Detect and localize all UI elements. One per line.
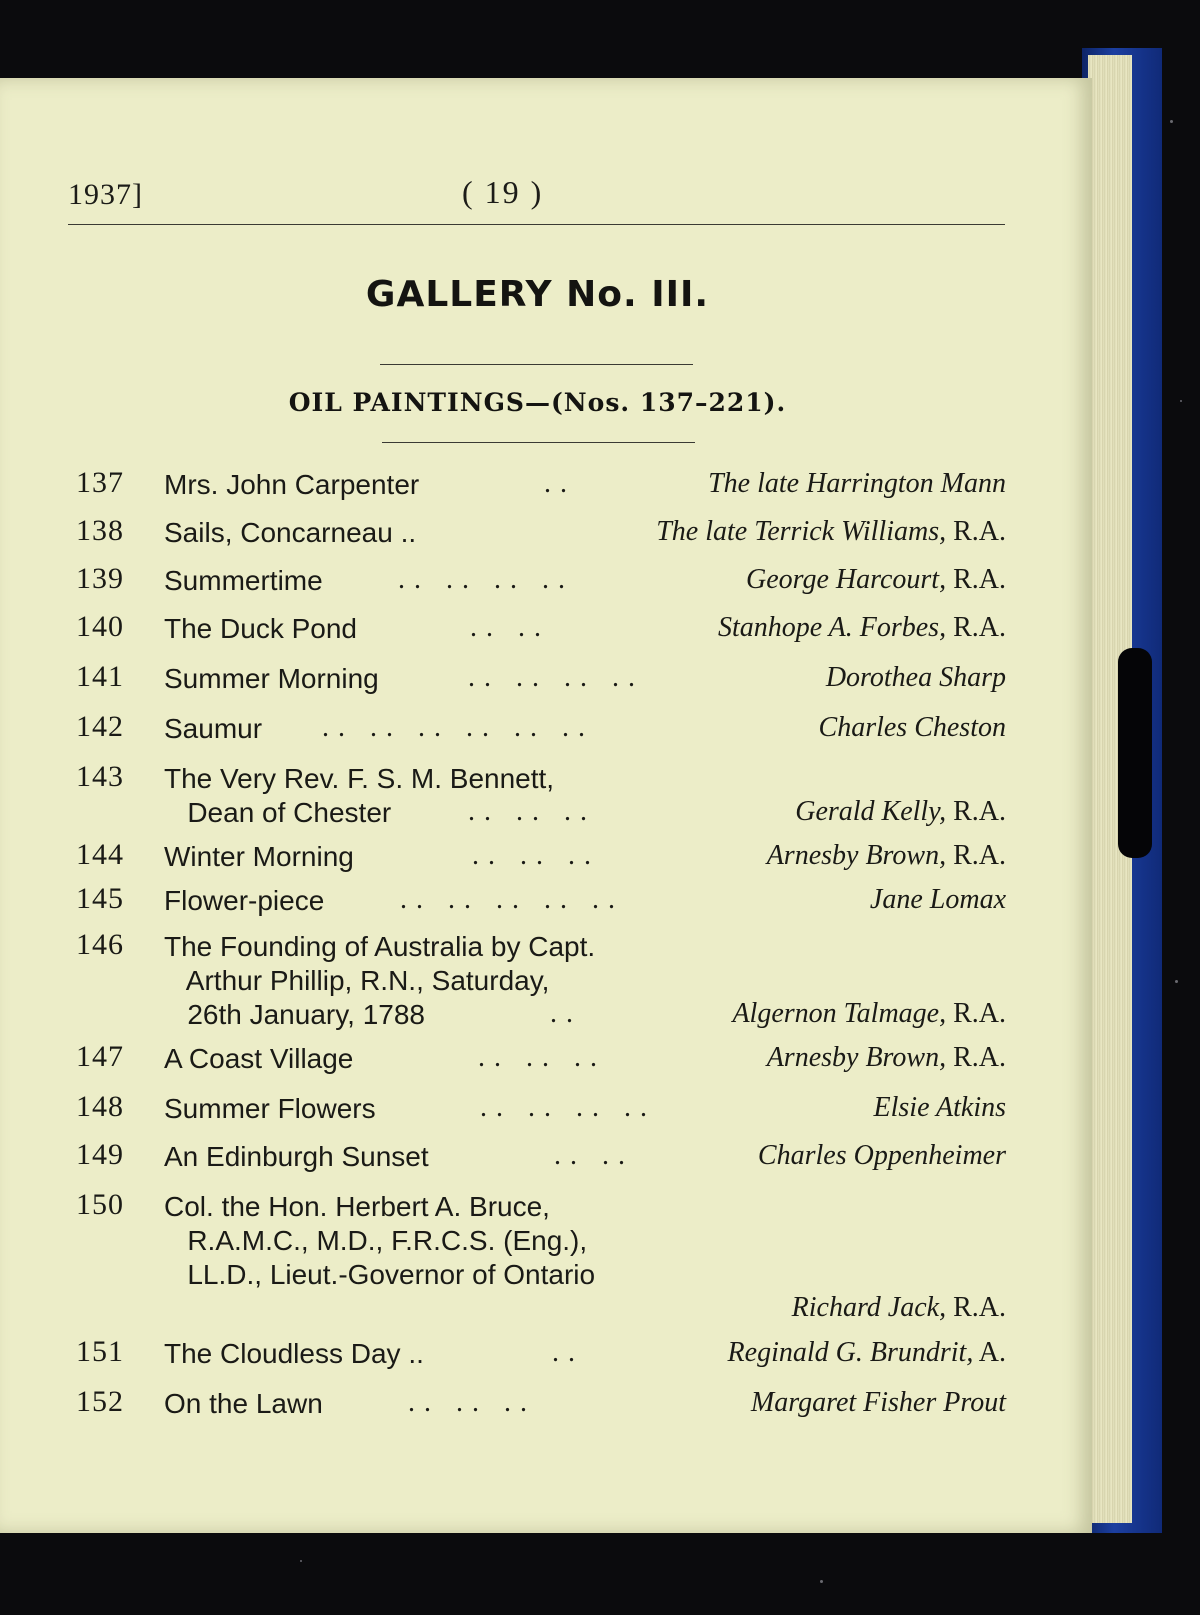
artist-name: Jane Lomax (869, 884, 1006, 915)
entry-number: 140 (76, 610, 124, 643)
leader-dots: .. (544, 468, 576, 499)
entry-number: 139 (76, 562, 124, 595)
entry-title-line: R.A.M.C., M.D., F.R.C.S. (Eng.), (164, 1225, 588, 1256)
entry-number: 141 (76, 660, 124, 693)
entry-title-line: Saumur (164, 713, 263, 744)
entry-title (164, 662, 379, 696)
page-number: ( 19 ) (462, 174, 544, 210)
entry-artist (656, 516, 1006, 548)
leader-dots: .. .. .. .. (468, 662, 644, 693)
entry-artist (728, 1337, 1006, 1369)
artist-honours: R.A. (946, 796, 1006, 827)
entry-title (164, 1092, 376, 1126)
artist-name: Charles Cheston (818, 712, 1006, 743)
artist-name: Charles Oppenheimer (757, 1140, 1006, 1171)
entry-artist (746, 564, 1006, 596)
background-speck (820, 1580, 823, 1583)
artist-name: Richard Jack, (791, 1292, 947, 1323)
entry-title-line: Col. the Hon. Herbert A. Bruce, (164, 1191, 550, 1222)
entry-title-line: A Coast Village (164, 1043, 354, 1074)
running-head-year: 1937] (68, 178, 143, 211)
entry-artist (767, 1042, 1006, 1074)
artist-name: Algernon Talmage, (732, 998, 947, 1029)
background-speck (300, 1560, 302, 1562)
background-speck (1170, 120, 1173, 123)
book-clasp (1118, 648, 1152, 858)
artist-name: George Harcourt, (745, 564, 947, 595)
leader-dots: .. .. .. .. .. .. (322, 712, 594, 743)
entry-artist (708, 468, 1006, 500)
entry-title (164, 516, 416, 550)
entry-title (164, 468, 419, 502)
artist-name: Dorothea Sharp (825, 662, 1006, 693)
artist-name: Arnesby Brown, (766, 840, 947, 871)
gallery-title: GALLERY No. III. (365, 274, 710, 315)
entry-title (164, 884, 324, 918)
entry-artist (874, 1092, 1006, 1124)
artist-honours: R.A. (946, 516, 1006, 547)
entry-number: 142 (76, 710, 124, 743)
artist-name: The late Harrington Mann (708, 468, 1006, 499)
entry-title (164, 612, 357, 646)
entry-title (164, 564, 323, 598)
entry-title (164, 1387, 323, 1421)
artist-honours: R.A. (946, 998, 1006, 1029)
entry-title (164, 1337, 424, 1371)
entry-artist (732, 998, 1006, 1030)
entry-number: 143 (76, 760, 124, 793)
leader-dots: .. (550, 998, 582, 1029)
leader-dots: .. .. .. (408, 1387, 536, 1418)
entry-number: 152 (76, 1385, 124, 1418)
entry-artist (870, 884, 1006, 916)
section-rule (382, 442, 695, 443)
artist-honours: R.A. (946, 612, 1006, 643)
leader-dots: .. .. .. (468, 796, 596, 827)
entry-title-line: Flower-piece (164, 885, 325, 916)
entry-title (164, 712, 262, 746)
background-speck (1175, 980, 1178, 983)
artist-name: Reginald G. Brundrit, (727, 1337, 974, 1368)
entry-number: 137 (76, 466, 124, 499)
entry-artist (767, 840, 1006, 872)
entry-artist (751, 1387, 1006, 1419)
entry-number: 147 (76, 1040, 124, 1073)
artist-honours: R.A. (946, 1042, 1006, 1073)
entry-artist (758, 1140, 1006, 1172)
entry-artist (819, 712, 1006, 744)
leader-dots: .. .. (554, 1140, 634, 1171)
background-speck (1180, 400, 1182, 402)
entry-title-line: Mrs. John Carpenter (164, 469, 420, 500)
entry-title (164, 840, 354, 874)
entry-title (164, 1190, 595, 1292)
entry-number: 148 (76, 1090, 124, 1123)
entry-title-line: The Founding of Australia by Capt. (164, 931, 596, 962)
entry-title-line: Winter Morning (164, 841, 354, 872)
header-rule (68, 224, 1005, 225)
entry-number: 149 (76, 1138, 124, 1171)
entry-title-line: On the Lawn (164, 1388, 323, 1419)
artist-name: Gerald Kelly, (795, 796, 947, 827)
section-title: OIL PAINTINGS—(Nos. 137–221). (288, 388, 787, 417)
leader-dots: .. .. .. (478, 1042, 606, 1073)
leader-dots: .. .. .. .. (398, 564, 574, 595)
entry-title-line: Summer Flowers (164, 1093, 376, 1124)
artist-name: Margaret Fisher Prout (750, 1387, 1006, 1418)
entry-artist (792, 1292, 1006, 1324)
artist-name: Stanhope A. Forbes, (717, 612, 947, 643)
entry-artist (718, 612, 1006, 644)
artist-name: Arnesby Brown, (766, 1042, 947, 1073)
artist-honours: R.A. (946, 840, 1006, 871)
entry-title-line: The Very Rev. F. S. M. Bennett, (164, 763, 555, 794)
entry-title-line: Summertime (164, 565, 323, 596)
leader-dots: .. .. .. .. .. (400, 884, 624, 915)
artist-name: Elsie Atkins (873, 1092, 1006, 1123)
entry-artist (826, 662, 1006, 694)
leader-dots: .. .. .. (472, 840, 600, 871)
entry-title-line: An Edinburgh Sunset (164, 1141, 429, 1172)
entry-title-line: Sails, Concarneau .. (164, 517, 417, 548)
leader-dots: .. .. .. .. (480, 1092, 656, 1123)
title-rule (380, 364, 693, 365)
artist-honours: A. (973, 1337, 1006, 1368)
artist-honours: R.A. (946, 564, 1006, 595)
entry-title-line: Arthur Phillip, R.N., Saturday, (164, 965, 550, 996)
entry-title-line: The Duck Pond (164, 613, 357, 644)
entry-number: 150 (76, 1188, 124, 1221)
entry-title (164, 1042, 353, 1076)
entry-title (164, 930, 595, 1032)
entry-title (164, 1140, 429, 1174)
entry-number: 138 (76, 514, 124, 547)
entry-title-line: LL.D., Lieut.-Governor of Ontario (164, 1259, 596, 1290)
leader-dots: .. (552, 1337, 584, 1368)
artist-honours: R.A. (946, 1292, 1006, 1323)
leader-dots: .. .. (470, 612, 550, 643)
entry-title-line: The Cloudless Day .. (164, 1338, 424, 1369)
entry-number: 146 (76, 928, 124, 961)
entry-number: 151 (76, 1335, 124, 1368)
entry-artist (795, 796, 1006, 828)
entry-title-line: Dean of Chester (164, 797, 392, 828)
entry-number: 145 (76, 882, 124, 915)
entry-title-line: 26th January, 1788 (164, 999, 425, 1030)
entry-number: 144 (76, 838, 124, 871)
entry-title-line: Summer Morning (164, 663, 379, 694)
artist-name: The late Terrick Williams, (656, 516, 947, 547)
